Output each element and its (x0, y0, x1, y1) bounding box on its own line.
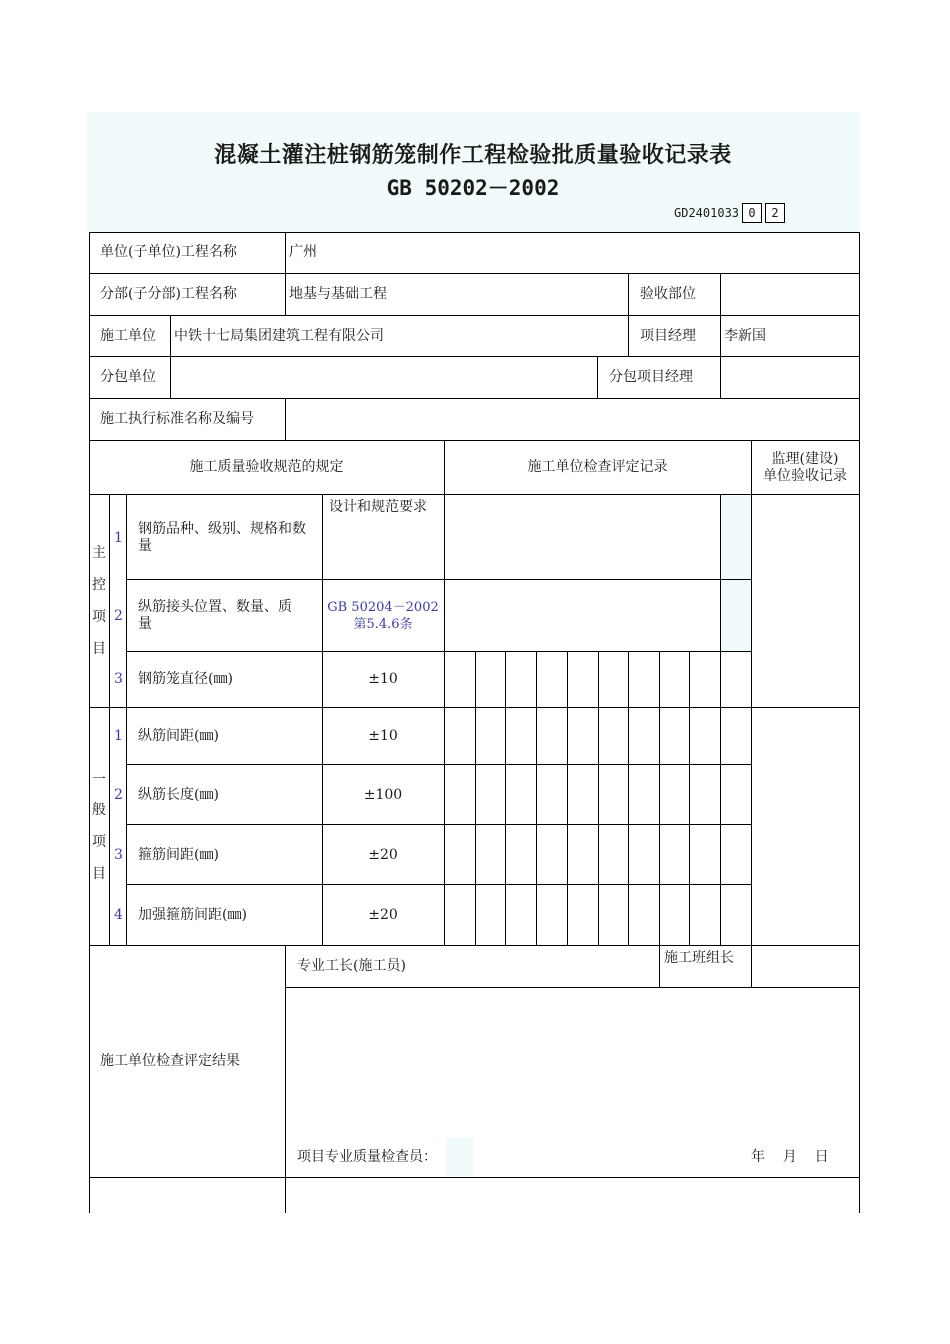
construction-unit-label: 施工单位 (100, 328, 156, 344)
design-req-label: 设计和规范要求 (329, 499, 427, 515)
project-manager-field[interactable]: 李新国 (724, 328, 766, 344)
sub-project-label: 分部(子分部)工程名称 (100, 286, 237, 302)
standard-label: 施工执行标准名称及编号 (100, 411, 254, 427)
inspector-fill (446, 1138, 474, 1176)
general-item-2-no: 2 (114, 787, 123, 803)
form-code-row (674, 203, 785, 223)
general-item-1-name: 纵筋间距(㎜) (138, 728, 219, 744)
inspector-label: 项目专业质量检查员： (297, 1149, 437, 1165)
main-item-2-req: GB 50204－2002 第5.4.6条 (327, 600, 439, 632)
acceptance-part-label: 验收部位 (640, 286, 696, 302)
foreman-label: 专业工长(施工员) (297, 958, 406, 974)
form-code-box-1[interactable]: 0 (742, 203, 762, 223)
general-item-4-req: ±20 (368, 907, 398, 923)
general-group-char-4: 目 (92, 866, 106, 882)
check-record-column-header: 施工单位检查评定记录 (527, 459, 668, 475)
general-item-4-no: 4 (114, 907, 123, 923)
main-item-2-name: 纵筋接头位置、数量、质量 (138, 599, 292, 632)
main-item-3-req: ±10 (368, 671, 398, 687)
design-req-fill (720, 496, 750, 651)
main-group-char-4: 目 (92, 641, 106, 657)
general-item-2-name: 纵筋长度(㎜) (138, 787, 219, 803)
sub-project-field[interactable]: 地基与基础工程 (289, 286, 387, 302)
general-group-char-3: 项 (92, 834, 106, 850)
main-item-3-no: 3 (114, 671, 123, 687)
general-item-3-name: 箍筋间距(㎜) (138, 847, 219, 863)
main-item-2-no: 2 (114, 608, 123, 624)
form-code-box-2[interactable]: 2 (765, 203, 785, 223)
subcontractor-label: 分包单位 (100, 369, 156, 385)
standard-code: GB 50202－2002 (386, 176, 560, 200)
sub-project-manager-label: 分包项目经理 (609, 369, 693, 385)
general-item-3-no: 3 (114, 847, 123, 863)
unit-project-field[interactable]: 广州 (289, 244, 317, 260)
date-label: 年 月 日 (751, 1149, 829, 1165)
general-group-char-1: 一 (92, 772, 106, 788)
main-item-3-name: 钢筋笼直径(㎜) (138, 671, 233, 687)
general-item-2-req: ±100 (363, 787, 403, 803)
main-item-1-no: 1 (114, 530, 123, 546)
form-title: 混凝土灌注桩钢筋笼制作工程检验批质量验收记录表 (214, 143, 732, 168)
result-label: 施工单位检查评定结果 (100, 1053, 240, 1069)
supervision-header-line-2: 单位验收记录 (763, 468, 847, 484)
form-code: GD2401033 (674, 206, 740, 220)
main-group-char-3: 项 (92, 609, 106, 625)
main-item-1-name: 钢筋品种、级别、规格和数量 (138, 521, 306, 554)
construction-unit-field[interactable]: 中铁十七局集团建筑工程有限公司 (174, 328, 384, 344)
main-group-char-1: 主 (92, 545, 106, 561)
unit-project-label: 单位(子单位)工程名称 (100, 244, 237, 260)
general-item-1-no: 1 (114, 728, 123, 744)
project-manager-label: 项目经理 (640, 328, 696, 344)
general-item-3-req: ±20 (368, 847, 398, 863)
team-leader-label: 施工班组长 (664, 950, 734, 966)
supervision-header-line-1: 监理(建设) (771, 451, 839, 467)
general-item-1-req: ±10 (368, 728, 398, 744)
general-group-char-2: 般 (92, 802, 106, 818)
main-group-char-2: 控 (92, 577, 106, 593)
general-item-4-name: 加强箍筋间距(㎜) (138, 907, 247, 923)
spec-column-header: 施工质量验收规范的规定 (189, 459, 344, 475)
